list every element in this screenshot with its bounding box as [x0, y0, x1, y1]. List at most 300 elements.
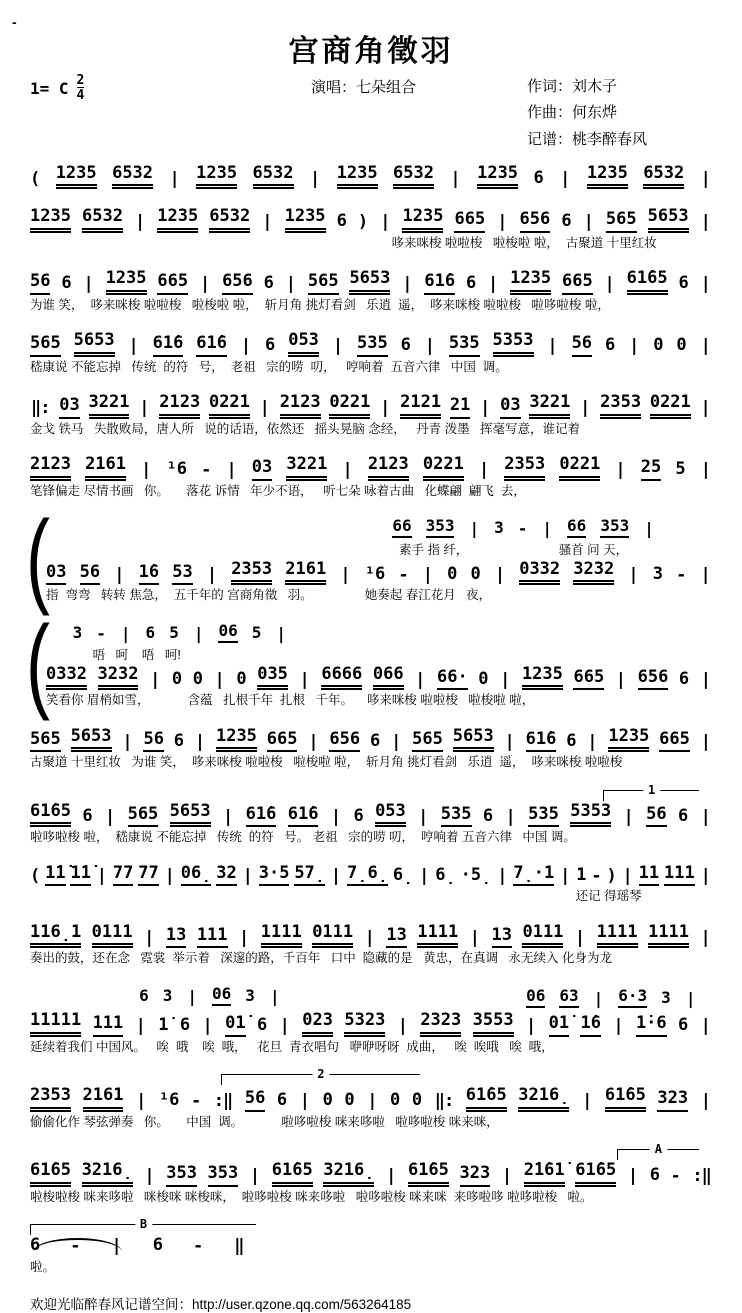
barline: | [199, 274, 211, 295]
note-token: 56 [143, 729, 163, 752]
note-token: 61̇65 [272, 1160, 313, 1186]
note-token: 61̇65 [30, 801, 71, 827]
note-token: 0332 [519, 559, 560, 585]
note-token: 2161 [83, 1085, 124, 1111]
dash-note: - [517, 519, 528, 539]
parenthesis: ( [30, 865, 41, 886]
note-token: 2353 [600, 392, 641, 418]
time-signature [77, 74, 85, 102]
upper-voice-row [139, 984, 280, 1006]
barline: | [700, 1016, 711, 1037]
note-token: 61̇6 [153, 333, 184, 356]
volta-bracket [617, 1142, 700, 1160]
volta-label: 1 [643, 783, 660, 797]
note-token: 066 [373, 664, 404, 690]
barline: | [397, 1016, 408, 1037]
barline: | [340, 565, 351, 586]
notes-row [30, 268, 712, 294]
note-token: 56 [80, 562, 100, 585]
note-token: 0 [171, 668, 183, 689]
note-token: 535 [449, 333, 480, 356]
note-token: 13 [166, 925, 186, 948]
note-token: 535 [357, 333, 388, 356]
note-token: 665 [454, 209, 485, 232]
note-token: 565 [412, 729, 443, 752]
note-token: 353 [426, 516, 455, 538]
note-token: 6 [566, 730, 577, 751]
note-token: 6 [173, 730, 185, 751]
singer-credit: 演唱：七朵组合 [310, 79, 416, 96]
barline: | [628, 565, 639, 586]
barline: | [226, 460, 237, 481]
note-token: 5653 [170, 801, 211, 827]
barline: | [504, 731, 515, 752]
lyrics-row: 古聚道 十里红妆 为谁 笑， 哆来咪梭 啦啦梭 啦梭啦 啦， 斩月角 挑灯看剑 乐逍 遥， 哆来咪梭 啦啦梭 [30, 755, 623, 770]
note-token: 1235 [587, 163, 628, 189]
note-token: 2323 [420, 1010, 461, 1036]
barline: | [193, 624, 204, 644]
barline: | [402, 274, 413, 295]
barline: | [629, 336, 640, 357]
barline: | [285, 274, 296, 295]
barline: | [136, 1091, 147, 1112]
lyrics-row: 啦梭啦梭 咪来哆啦 咪梭咪 咪梭咪， 啦哆啦梭 咪来哆啦 啦哆啦梭 咪来咪 来哆啦哆 啦哆啦梭 啦。 [30, 1189, 593, 1204]
note-token: 1̇1̇ [45, 863, 65, 886]
song-title: 宫商角徵羽 [288, 35, 454, 68]
note-token: 323 [657, 1088, 688, 1111]
barline: | [560, 865, 571, 886]
barline: | [644, 519, 654, 539]
lyrics-row: 笔锋偏走 尽情书画 你。 落花 诉情 年少不语， 听七朵 咏着古曲 化蝶翩 翩飞 去， [30, 483, 526, 498]
notes-row [30, 726, 712, 752]
barline: | [542, 519, 553, 539]
note-token: 77 [138, 863, 158, 886]
notes-row [30, 1235, 712, 1256]
parenthesis: ) [606, 865, 617, 886]
note-token: ¹6 [166, 459, 187, 480]
barline: | [223, 806, 234, 827]
note-token: 565 [308, 271, 339, 294]
note-token: 3 [652, 564, 663, 585]
note-token: 1 [576, 864, 587, 885]
barline: | [587, 731, 598, 752]
note-token: 61̇6 [196, 333, 227, 356]
barline: | [342, 460, 353, 481]
barline: | [583, 212, 594, 233]
note-token: 6·3 [618, 986, 647, 1008]
note-token: 01̇ [225, 1013, 245, 1036]
note-token: 3·5 [259, 863, 290, 886]
barline: | [269, 986, 280, 1006]
note-token: 6 [82, 805, 93, 826]
note-token: 565 [30, 729, 61, 752]
note-token: 6 [369, 730, 381, 751]
note-token: 1111 [261, 922, 302, 948]
barline: | [700, 806, 711, 827]
barline: | [308, 731, 319, 752]
note-token: 6 [604, 335, 616, 356]
note-token: 57̣ [294, 863, 325, 886]
music-line [30, 1142, 712, 1205]
note-token: 5653 [349, 268, 390, 294]
note-token: 1235 [510, 268, 551, 294]
note-token: 2121 [400, 392, 441, 418]
volta-label: 2 [312, 1067, 329, 1081]
system-brace-icon: ( [26, 605, 50, 722]
note-token: 3 [245, 985, 255, 1005]
note-token: 6 [61, 273, 72, 294]
note-token: 1̇ [158, 1015, 169, 1036]
barline: | [194, 731, 206, 752]
note-token: 353 [208, 1163, 239, 1186]
page-margin-dash: - [12, 14, 17, 30]
barline: | [497, 865, 508, 886]
music-line [30, 268, 712, 313]
barline: | [574, 927, 586, 948]
note-token: 1235 [477, 163, 518, 189]
note-token: 6 [152, 1235, 163, 1256]
notes-row [30, 454, 712, 480]
note-token: 5653 [74, 330, 115, 356]
note-token: 3221 [89, 392, 130, 418]
note-token: 0 [478, 668, 489, 689]
note-token: 6 [257, 1015, 268, 1036]
dash-note: - [96, 624, 106, 644]
barline: | [139, 398, 150, 419]
barline: | [83, 274, 94, 295]
parenthesis: ) [357, 212, 369, 233]
note-token: ¹6 [158, 1090, 180, 1111]
note-token: 6 [263, 273, 274, 294]
note-token: 656 [520, 209, 551, 232]
barline: | [497, 212, 508, 233]
barline: | [367, 1091, 378, 1112]
barline: | [700, 565, 711, 586]
dash-note: - [201, 460, 212, 481]
notes-row [30, 163, 712, 189]
note-token: 0111 [312, 922, 353, 948]
note-token: 03 [46, 562, 66, 585]
note-token: 6532 [82, 206, 123, 232]
note-token: 0 [236, 668, 247, 689]
barline: | [206, 565, 218, 586]
barline: | [169, 168, 180, 189]
barline: | [593, 988, 604, 1008]
system-body [46, 621, 712, 709]
note-token: 6532 [393, 163, 434, 189]
music-line [26, 500, 712, 617]
notes-row [30, 1085, 712, 1111]
note-token: 1111 [648, 922, 689, 948]
note-token: 6 [482, 805, 494, 826]
barline: | [505, 806, 516, 827]
key-signature [30, 74, 200, 102]
note-token: 535 [528, 804, 559, 827]
barline: | [424, 336, 436, 357]
dash-note: - [193, 1236, 204, 1257]
note-token: 1235 [30, 206, 71, 232]
note-token: 3216̣ [518, 1085, 569, 1111]
note-token: 535 [441, 804, 472, 827]
barline: | [122, 731, 133, 752]
dash-note: - [398, 565, 409, 586]
note-token: 0221 [423, 454, 464, 480]
note-token: 111 [93, 1013, 124, 1036]
barline: | [144, 927, 155, 948]
music-line [30, 782, 712, 846]
note-token: 56 [646, 804, 666, 827]
score [26, 162, 712, 1275]
note-token: 6532 [253, 163, 294, 189]
barline: | [685, 988, 696, 1008]
note-token: 116̣1 [30, 922, 81, 948]
lyrics-row: 啦。 [30, 1259, 56, 1274]
note-token: 6 [678, 1015, 689, 1036]
barline: | [135, 212, 146, 233]
note-token: 656 [329, 729, 360, 752]
key-label: 1= C [30, 78, 69, 98]
two-voice-system [26, 500, 712, 617]
upper-voice-row [526, 986, 696, 1008]
lyrics-row: 啦哆啦梭 啦， 嵇康说 不能忘掉 传统 的符 号。 老祖 宗的唠 叨， 哼响着 五音六律 中国 调。 [30, 830, 576, 845]
note-token: 56 [30, 271, 50, 294]
note-token: 01̇ [549, 1013, 569, 1036]
upper-voice-row [73, 621, 287, 643]
note-token: 6532 [643, 163, 684, 189]
barline: | [120, 624, 131, 644]
note-token: 7̣6̣ [347, 863, 388, 886]
volta-label: B [135, 1217, 152, 1231]
note-token: 1̇·6 [636, 1013, 667, 1036]
note-token: 0 [653, 335, 664, 356]
volta-bracket [221, 1067, 420, 1085]
barline: | [202, 1016, 213, 1037]
note-token: 03 [500, 395, 520, 418]
note-token: 3 [494, 518, 504, 538]
barline: | [627, 1166, 639, 1187]
note-token: 2123 [280, 392, 321, 418]
note-token: 21 [450, 395, 470, 418]
barline: | [279, 1016, 290, 1037]
barline: | [111, 1236, 122, 1257]
note-token: 6 [561, 211, 572, 232]
note-token: 61̇6 [246, 804, 277, 827]
note-token: 32 [216, 863, 236, 886]
note-token: 6 [139, 985, 149, 1005]
barline: | [276, 624, 287, 644]
upper-voice-row [392, 516, 655, 538]
note-token: 0 [192, 668, 203, 689]
note-token: 656 [638, 667, 669, 690]
note-token: 0221 [650, 392, 691, 418]
barline: | [700, 927, 711, 948]
note-token: 2123 [30, 454, 71, 480]
lyrics-row: 延续着我们 中国风。 唉 哦 唉 哦， 花旦 青衣唱句 咿咿呀呀 成曲， 唉 唉哦 唉 哦， [30, 1039, 554, 1054]
barline: | [364, 927, 375, 948]
note-token: 03 [252, 457, 272, 480]
note-token: 3 [661, 987, 671, 1007]
note-token: 1̇6 [139, 562, 159, 585]
note-token: 111 [664, 863, 695, 886]
barline: | [580, 398, 591, 419]
music-line [30, 726, 712, 771]
note-token: 66· [437, 667, 468, 690]
note-token: 77 [113, 863, 133, 886]
barline: | [96, 865, 108, 886]
note-token: 5 [675, 459, 686, 480]
barline: | [700, 1091, 711, 1112]
barline: | [141, 460, 152, 481]
notes-row [46, 664, 712, 690]
note-token: 6 [265, 335, 276, 356]
notes-row [46, 559, 712, 585]
barline: | [249, 1166, 261, 1187]
music-line [26, 605, 712, 722]
barline: | [262, 212, 273, 233]
note-token: 61̇65 [466, 1085, 507, 1111]
meter-numerator: 2 [76, 73, 85, 88]
note-token: 6 [145, 623, 156, 643]
note-token: 1235 [196, 163, 237, 189]
note-token: 61̇65 [408, 1160, 449, 1186]
header-meta [30, 74, 712, 153]
note-token: 3221 [529, 392, 570, 418]
barline: | [700, 212, 711, 233]
dash-note: - [670, 1166, 681, 1187]
barline: | [380, 398, 391, 419]
note-token: 0332 [46, 664, 87, 690]
note-token: 6532 [112, 163, 153, 189]
note-token: 665 [562, 271, 593, 294]
note-token: 66 [567, 516, 586, 538]
system-brace-icon: ( [26, 500, 50, 617]
transcriber-credit: 记谱：桃李醉春风 [527, 130, 648, 148]
upper-lyrics-row: 素手 指 纤， 骚首 问 天， [398, 543, 629, 558]
barline: | [623, 806, 634, 827]
note-token: 2353 [231, 559, 272, 585]
note-token: 13 [492, 925, 512, 948]
music-line [30, 1217, 712, 1275]
barline: | [488, 274, 499, 295]
barline: | [128, 336, 139, 357]
barline: | [114, 565, 125, 586]
note-token: 0 [390, 1090, 401, 1111]
notes-row [30, 392, 712, 418]
barline: | [622, 865, 633, 886]
note-token: 565 [30, 333, 61, 356]
barline: | [214, 669, 225, 690]
note-token: 6 [533, 167, 544, 188]
note-token: 61̇6 [424, 271, 455, 294]
composer-credit: 作曲：何东烨 [527, 104, 618, 122]
music-line [30, 1067, 712, 1130]
note-token: 11111 [30, 1010, 81, 1036]
barline: | [187, 986, 198, 1006]
note-token: 665 [659, 729, 690, 752]
system-body [46, 516, 712, 604]
music-line [30, 984, 712, 1055]
music-line [30, 163, 712, 189]
note-token: 565 [128, 804, 159, 827]
barline: | [242, 865, 253, 886]
note-token: 61̇65 [605, 1085, 646, 1111]
note-token: 63 [559, 986, 578, 1008]
note-token: 0 [344, 1090, 355, 1111]
barline: | [330, 806, 342, 827]
note-token: 2161 [85, 454, 126, 480]
barline: | [309, 168, 321, 189]
note-token: 6̣ [435, 864, 456, 885]
note-token: 6 [30, 1235, 41, 1256]
barline: | [469, 927, 481, 948]
dash-note: - [190, 1091, 202, 1112]
barline: | [418, 806, 429, 827]
note-token: 6 [678, 805, 689, 826]
barline: | [615, 460, 626, 481]
note-token: 66 [392, 516, 411, 538]
note-token: 3232 [573, 559, 614, 585]
note-token: 3 [72, 623, 83, 643]
barline: | [332, 336, 344, 357]
barline: | [469, 519, 480, 539]
barline: | [700, 336, 711, 357]
barline: | [613, 1016, 624, 1037]
note-token: 61̇65 [627, 268, 668, 294]
note-token: 053 [375, 801, 406, 827]
barline: | [501, 1166, 513, 1187]
note-token: 0221 [329, 392, 370, 418]
note-token: 61̇6 [288, 804, 319, 827]
note-token: 323 [460, 1163, 491, 1186]
barline: | [144, 1166, 155, 1187]
barline: | [386, 1166, 397, 1187]
barline: | [150, 669, 161, 690]
barline: | [615, 669, 627, 690]
note-token: 06 [218, 621, 237, 643]
note-token: 111 [197, 925, 228, 948]
note-token: 6 [353, 805, 364, 826]
notes-row [30, 330, 712, 356]
note-token: 665 [157, 271, 188, 294]
note-token: 06 [212, 984, 231, 1006]
volta-bracket [603, 782, 699, 801]
note-token: 2̇1̇61̇ [524, 1160, 565, 1186]
dash-note: - [70, 1236, 81, 1257]
note-token: 6 [678, 273, 689, 294]
two-voice-system [26, 605, 712, 722]
note-token: 0111 [92, 922, 133, 948]
note-token: 665 [267, 729, 298, 752]
note-token: 5353 [493, 330, 534, 356]
barline: | [700, 865, 711, 886]
notes-row [30, 1160, 712, 1186]
note-token: 6532 [209, 206, 250, 232]
note-token: 6 [179, 1015, 191, 1036]
note-token: 53 [172, 562, 192, 585]
barline: | [604, 274, 615, 295]
notes-row [30, 801, 712, 827]
barline: | [422, 565, 433, 586]
barline: | [259, 398, 270, 419]
note-token: 3221 [286, 454, 327, 480]
barline: | [391, 731, 402, 752]
barline: | [330, 865, 342, 886]
credits-block [527, 74, 712, 153]
barline: | [547, 336, 558, 357]
note-token: 3232 [98, 664, 139, 690]
note-token: 6 [678, 668, 690, 689]
note-token: 56 [572, 333, 592, 356]
